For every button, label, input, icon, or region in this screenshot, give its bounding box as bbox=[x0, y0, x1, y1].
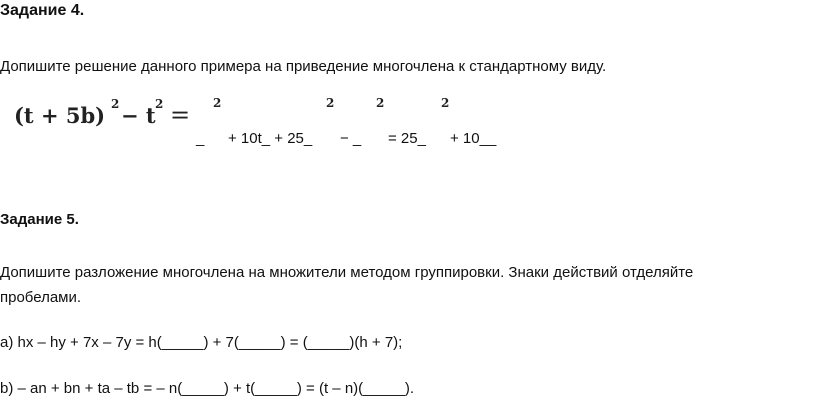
equation-exponent-d: 2 bbox=[441, 96, 450, 110]
equation-lhs-minus-exponent: 2 bbox=[155, 97, 164, 111]
equation-part-c: − _ bbox=[340, 130, 362, 147]
equation-part-b: + 10t_ + 25_ bbox=[228, 130, 313, 147]
task5-title: Задание 5. bbox=[0, 211, 79, 228]
equation-blank-a[interactable]: _ bbox=[196, 130, 205, 147]
equation-lhs-base: (t + 5b) bbox=[14, 103, 106, 128]
equation-lhs-minus-term: − t bbox=[121, 103, 156, 128]
equation-exponent-c: 2 bbox=[376, 96, 385, 110]
task5-item-a: a) hx – hy + 7x – 7y = h(_____) + 7(_____) = (_____)(h + 7); bbox=[0, 334, 403, 351]
task5-item-b: b) – an + bn + ta – tb = – n(_____) + t(_____) = (t – n)(_____). bbox=[0, 380, 415, 397]
equation-exponent-a: 2 bbox=[213, 96, 222, 110]
task4-instruction: Допишите решение данного примера на приведение многочлена к стандартному виду. bbox=[0, 58, 607, 75]
equation-exponent-b: 2 bbox=[326, 96, 335, 110]
task4-title: Задание 4. bbox=[0, 2, 85, 19]
equation-equals-sign: = bbox=[170, 101, 191, 129]
task5-instruction-line1: Допишите разложение многочлена на множители методом группировки. Знаки действий отделяйте bbox=[0, 264, 694, 281]
equation-part-e: + 10__ bbox=[450, 130, 497, 147]
equation-part-d: = 25_ bbox=[388, 130, 426, 147]
equation-lhs-exponent: 2 bbox=[111, 97, 120, 111]
task5-instruction-line2: пробелами. bbox=[0, 289, 82, 306]
